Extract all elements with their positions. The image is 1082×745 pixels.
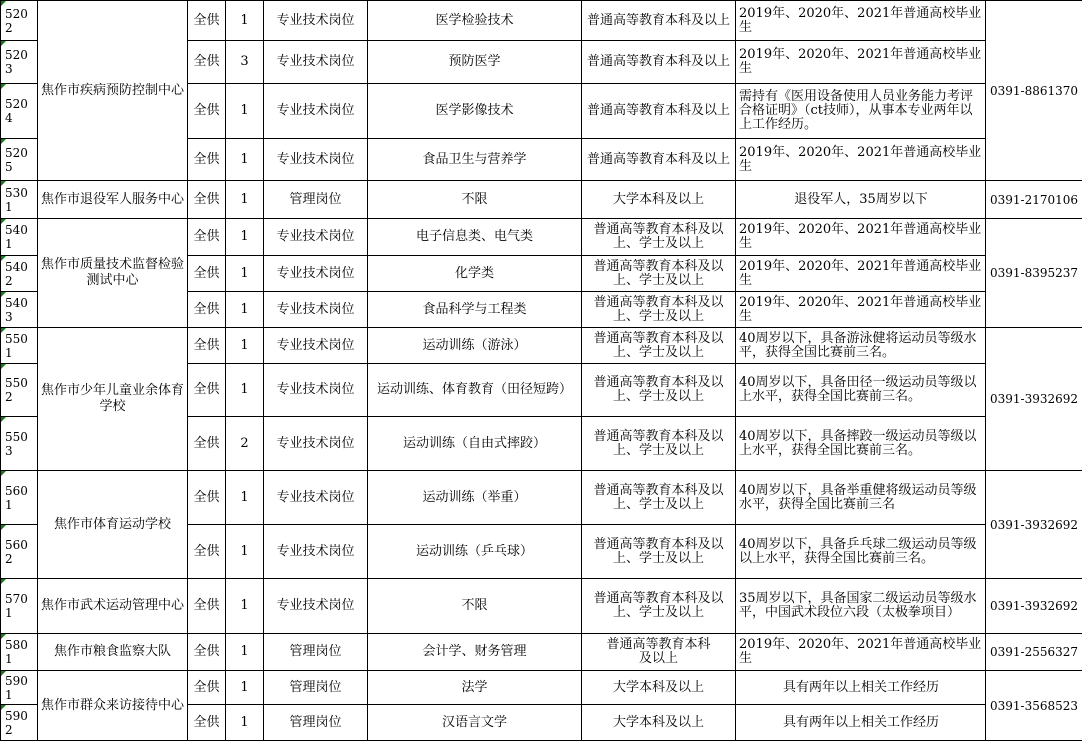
education: 普通高等教育本科及以上、学士及以上 — [582, 417, 736, 471]
table-row — [1, 328, 1082, 364]
post-category: 管理岗位 — [264, 634, 368, 671]
education: 普通高等教育本科及以上、学士及以上 — [582, 292, 736, 328]
requirements: 退役军人，35周岁以下 — [736, 181, 986, 219]
requirements: 40周岁以下，具备田径一级运动员等级以上水平，获得全国比赛前三名。 — [736, 364, 986, 417]
unit-name: 焦作市体育运动学校 — [38, 471, 188, 579]
headcount: 1 — [226, 328, 264, 364]
table-row — [1, 671, 1082, 705]
post-category: 专业技术岗位 — [264, 328, 368, 364]
major: 汉语言文学 — [368, 705, 582, 741]
requirements: 2019年、2020年、2021年普通高校毕业生 — [736, 41, 986, 84]
education: 大学本科及以上 — [582, 181, 736, 219]
major: 运动训练（举重） — [368, 471, 582, 525]
headcount: 1 — [226, 139, 264, 181]
requirements: 2019年、2020年、2021年普通高校毕业生 — [736, 256, 986, 292]
education: 普通高等教育本科及以上、学士及以上 — [582, 525, 736, 579]
major: 运动训练（游泳） — [368, 328, 582, 364]
table-row — [1, 181, 1082, 219]
funding-type: 全供 — [188, 525, 226, 579]
headcount: 3 — [226, 41, 264, 84]
requirements: 40周岁以下，具备乒乓球二级运动员等级以上水平，获得全国比赛前三名。 — [736, 525, 986, 579]
funding-type: 全供 — [188, 84, 226, 139]
headcount: 1 — [226, 471, 264, 525]
contact-phone: 0391-2170106 — [986, 181, 1082, 219]
education: 普通高等教育本科及以上 — [582, 139, 736, 181]
post-code: 5202 — [1, 1, 38, 41]
requirements: 35周岁以下，具备国家二级运动员等级水平，中国武术段位六段（太极拳项目） — [736, 579, 986, 634]
funding-type: 全供 — [188, 1, 226, 41]
post-category: 专业技术岗位 — [264, 417, 368, 471]
post-code: 5701 — [1, 579, 38, 634]
funding-type: 全供 — [188, 671, 226, 705]
funding-type: 全供 — [188, 256, 226, 292]
funding-type: 全供 — [188, 139, 226, 181]
major: 运动训练、体育教育（田径短跨） — [368, 364, 582, 417]
funding-type: 全供 — [188, 364, 226, 417]
post-code: 5601 — [1, 471, 38, 525]
requirements: 40周岁以下，具备游泳健将运动员等级水平，获得全国比赛前三名。 — [736, 328, 986, 364]
education: 普通高等教育本科及以上、学士及以上 — [582, 219, 736, 256]
major: 医学检验技术 — [368, 1, 582, 41]
post-category: 专业技术岗位 — [264, 471, 368, 525]
headcount: 2 — [226, 417, 264, 471]
unit-name: 焦作市疾病预防控制中心 — [38, 1, 188, 181]
requirements: 2019年、2020年、2021年普通高校毕业生 — [736, 1, 986, 41]
post-code: 5205 — [1, 139, 38, 181]
headcount: 1 — [226, 1, 264, 41]
major: 化学类 — [368, 256, 582, 292]
post-category: 专业技术岗位 — [264, 579, 368, 634]
unit-name: 焦作市质量技术监督检验测试中心 — [38, 219, 188, 328]
post-category: 专业技术岗位 — [264, 1, 368, 41]
contact-phone: 0391-8395237 — [986, 219, 1082, 328]
table-row — [1, 634, 1082, 671]
major: 法学 — [368, 671, 582, 705]
education: 大学本科及以上 — [582, 705, 736, 741]
headcount: 1 — [226, 671, 264, 705]
unit-name: 焦作市粮食监察大队 — [38, 634, 188, 671]
education: 普通高等教育本科及以上 — [582, 84, 736, 139]
major: 食品科学与工程类 — [368, 292, 582, 328]
education: 大学本科及以上 — [582, 671, 736, 705]
education: 普通高等教育本科及以上、学士及以上 — [582, 579, 736, 634]
post-category: 专业技术岗位 — [264, 364, 368, 417]
headcount: 1 — [226, 219, 264, 256]
post-code: 5204 — [1, 84, 38, 139]
contact-phone: 0391-3932692 — [986, 328, 1082, 471]
requirements: 2019年、2020年、2021年普通高校毕业生 — [736, 634, 986, 671]
education: 普通高等教育本科及以上 — [582, 634, 736, 671]
post-code: 5203 — [1, 41, 38, 84]
post-code: 5401 — [1, 219, 38, 256]
major: 食品卫生与营养学 — [368, 139, 582, 181]
unit-name: 焦作市退役军人服务中心 — [38, 181, 188, 219]
contact-phone: 0391-2556327 — [986, 634, 1082, 671]
requirements: 40周岁以下，具备举重健将级运动员等级水平，获得全国比赛前三名 — [736, 471, 986, 525]
post-code: 5501 — [1, 328, 38, 364]
table-row — [1, 219, 1082, 256]
major: 不限 — [368, 579, 582, 634]
post-code: 5801 — [1, 634, 38, 671]
funding-type: 全供 — [188, 181, 226, 219]
post-category: 专业技术岗位 — [264, 292, 368, 328]
post-code: 5503 — [1, 417, 38, 471]
funding-type: 全供 — [188, 41, 226, 84]
education: 普通高等教育本科及以上、学士及以上 — [582, 364, 736, 417]
post-code: 5602 — [1, 525, 38, 579]
post-category: 专业技术岗位 — [264, 139, 368, 181]
post-code: 5403 — [1, 292, 38, 328]
post-category: 专业技术岗位 — [264, 525, 368, 579]
headcount: 1 — [226, 364, 264, 417]
post-category: 专业技术岗位 — [264, 256, 368, 292]
headcount: 1 — [226, 292, 264, 328]
post-category: 管理岗位 — [264, 705, 368, 741]
major: 不限 — [368, 181, 582, 219]
headcount: 1 — [226, 525, 264, 579]
contact-phone: 0391-3568523 — [986, 671, 1082, 741]
education: 普通高等教育本科及以上 — [582, 1, 736, 41]
post-code: 5301 — [1, 181, 38, 219]
major: 预防医学 — [368, 41, 582, 84]
contact-phone: 0391-3932692 — [986, 471, 1082, 579]
post-category: 专业技术岗位 — [264, 84, 368, 139]
requirements: 2019年、2020年、2021年普通高校毕业生 — [736, 219, 986, 256]
funding-type: 全供 — [188, 705, 226, 741]
major: 会计学、财务管理 — [368, 634, 582, 671]
requirements: 40周岁以下，具备摔跤一级运动员等级以上水平，获得全国比赛前三名。 — [736, 417, 986, 471]
post-category: 管理岗位 — [264, 671, 368, 705]
headcount: 1 — [226, 634, 264, 671]
education: 普通高等教育本科及以上、学士及以上 — [582, 328, 736, 364]
post-category: 专业技术岗位 — [264, 41, 368, 84]
education: 普通高等教育本科及以上 — [582, 41, 736, 84]
major: 运动训练（自由式摔跤） — [368, 417, 582, 471]
post-code: 5902 — [1, 705, 38, 741]
unit-name: 焦作市群众来访接待中心 — [38, 671, 188, 741]
unit-name: 焦作市少年儿童业余体育学校 — [38, 328, 188, 471]
headcount: 1 — [226, 181, 264, 219]
requirements: 具有两年以上相关工作经历 — [736, 671, 986, 705]
funding-type: 全供 — [188, 292, 226, 328]
major: 运动训练（乒乓球） — [368, 525, 582, 579]
post-code: 5901 — [1, 671, 38, 705]
table-row — [1, 1, 1082, 41]
funding-type: 全供 — [188, 417, 226, 471]
requirements: 2019年、2020年、2021年普通高校毕业生 — [736, 139, 986, 181]
unit-name: 焦作市武术运动管理中心 — [38, 579, 188, 634]
education: 普通高等教育本科及以上、学士及以上 — [582, 471, 736, 525]
table-row — [1, 579, 1082, 634]
funding-type: 全供 — [188, 579, 226, 634]
education: 普通高等教育本科及以上、学士及以上 — [582, 256, 736, 292]
post-category: 专业技术岗位 — [264, 219, 368, 256]
table-row — [1, 471, 1082, 525]
post-category: 管理岗位 — [264, 181, 368, 219]
requirements: 2019年、2020年、2021年普通高校毕业生 — [736, 292, 986, 328]
post-code: 5502 — [1, 364, 38, 417]
contact-phone: 0391-3932692 — [986, 579, 1082, 634]
funding-type: 全供 — [188, 219, 226, 256]
post-code: 5402 — [1, 256, 38, 292]
headcount: 1 — [226, 256, 264, 292]
headcount: 1 — [226, 84, 264, 139]
headcount: 1 — [226, 579, 264, 634]
contact-phone: 0391-8861370 — [986, 1, 1082, 181]
funding-type: 全供 — [188, 471, 226, 525]
requirements: 具有两年以上相关工作经历 — [736, 705, 986, 741]
major: 医学影像技术 — [368, 84, 582, 139]
headcount: 1 — [226, 705, 264, 741]
funding-type: 全供 — [188, 328, 226, 364]
funding-type: 全供 — [188, 634, 226, 671]
major: 电子信息类、电气类 — [368, 219, 582, 256]
requirements: 需持有《医用设备使用人员业务能力考评合格证明》（ct技师），从事本专业两年以上工作经历。 — [736, 84, 986, 139]
